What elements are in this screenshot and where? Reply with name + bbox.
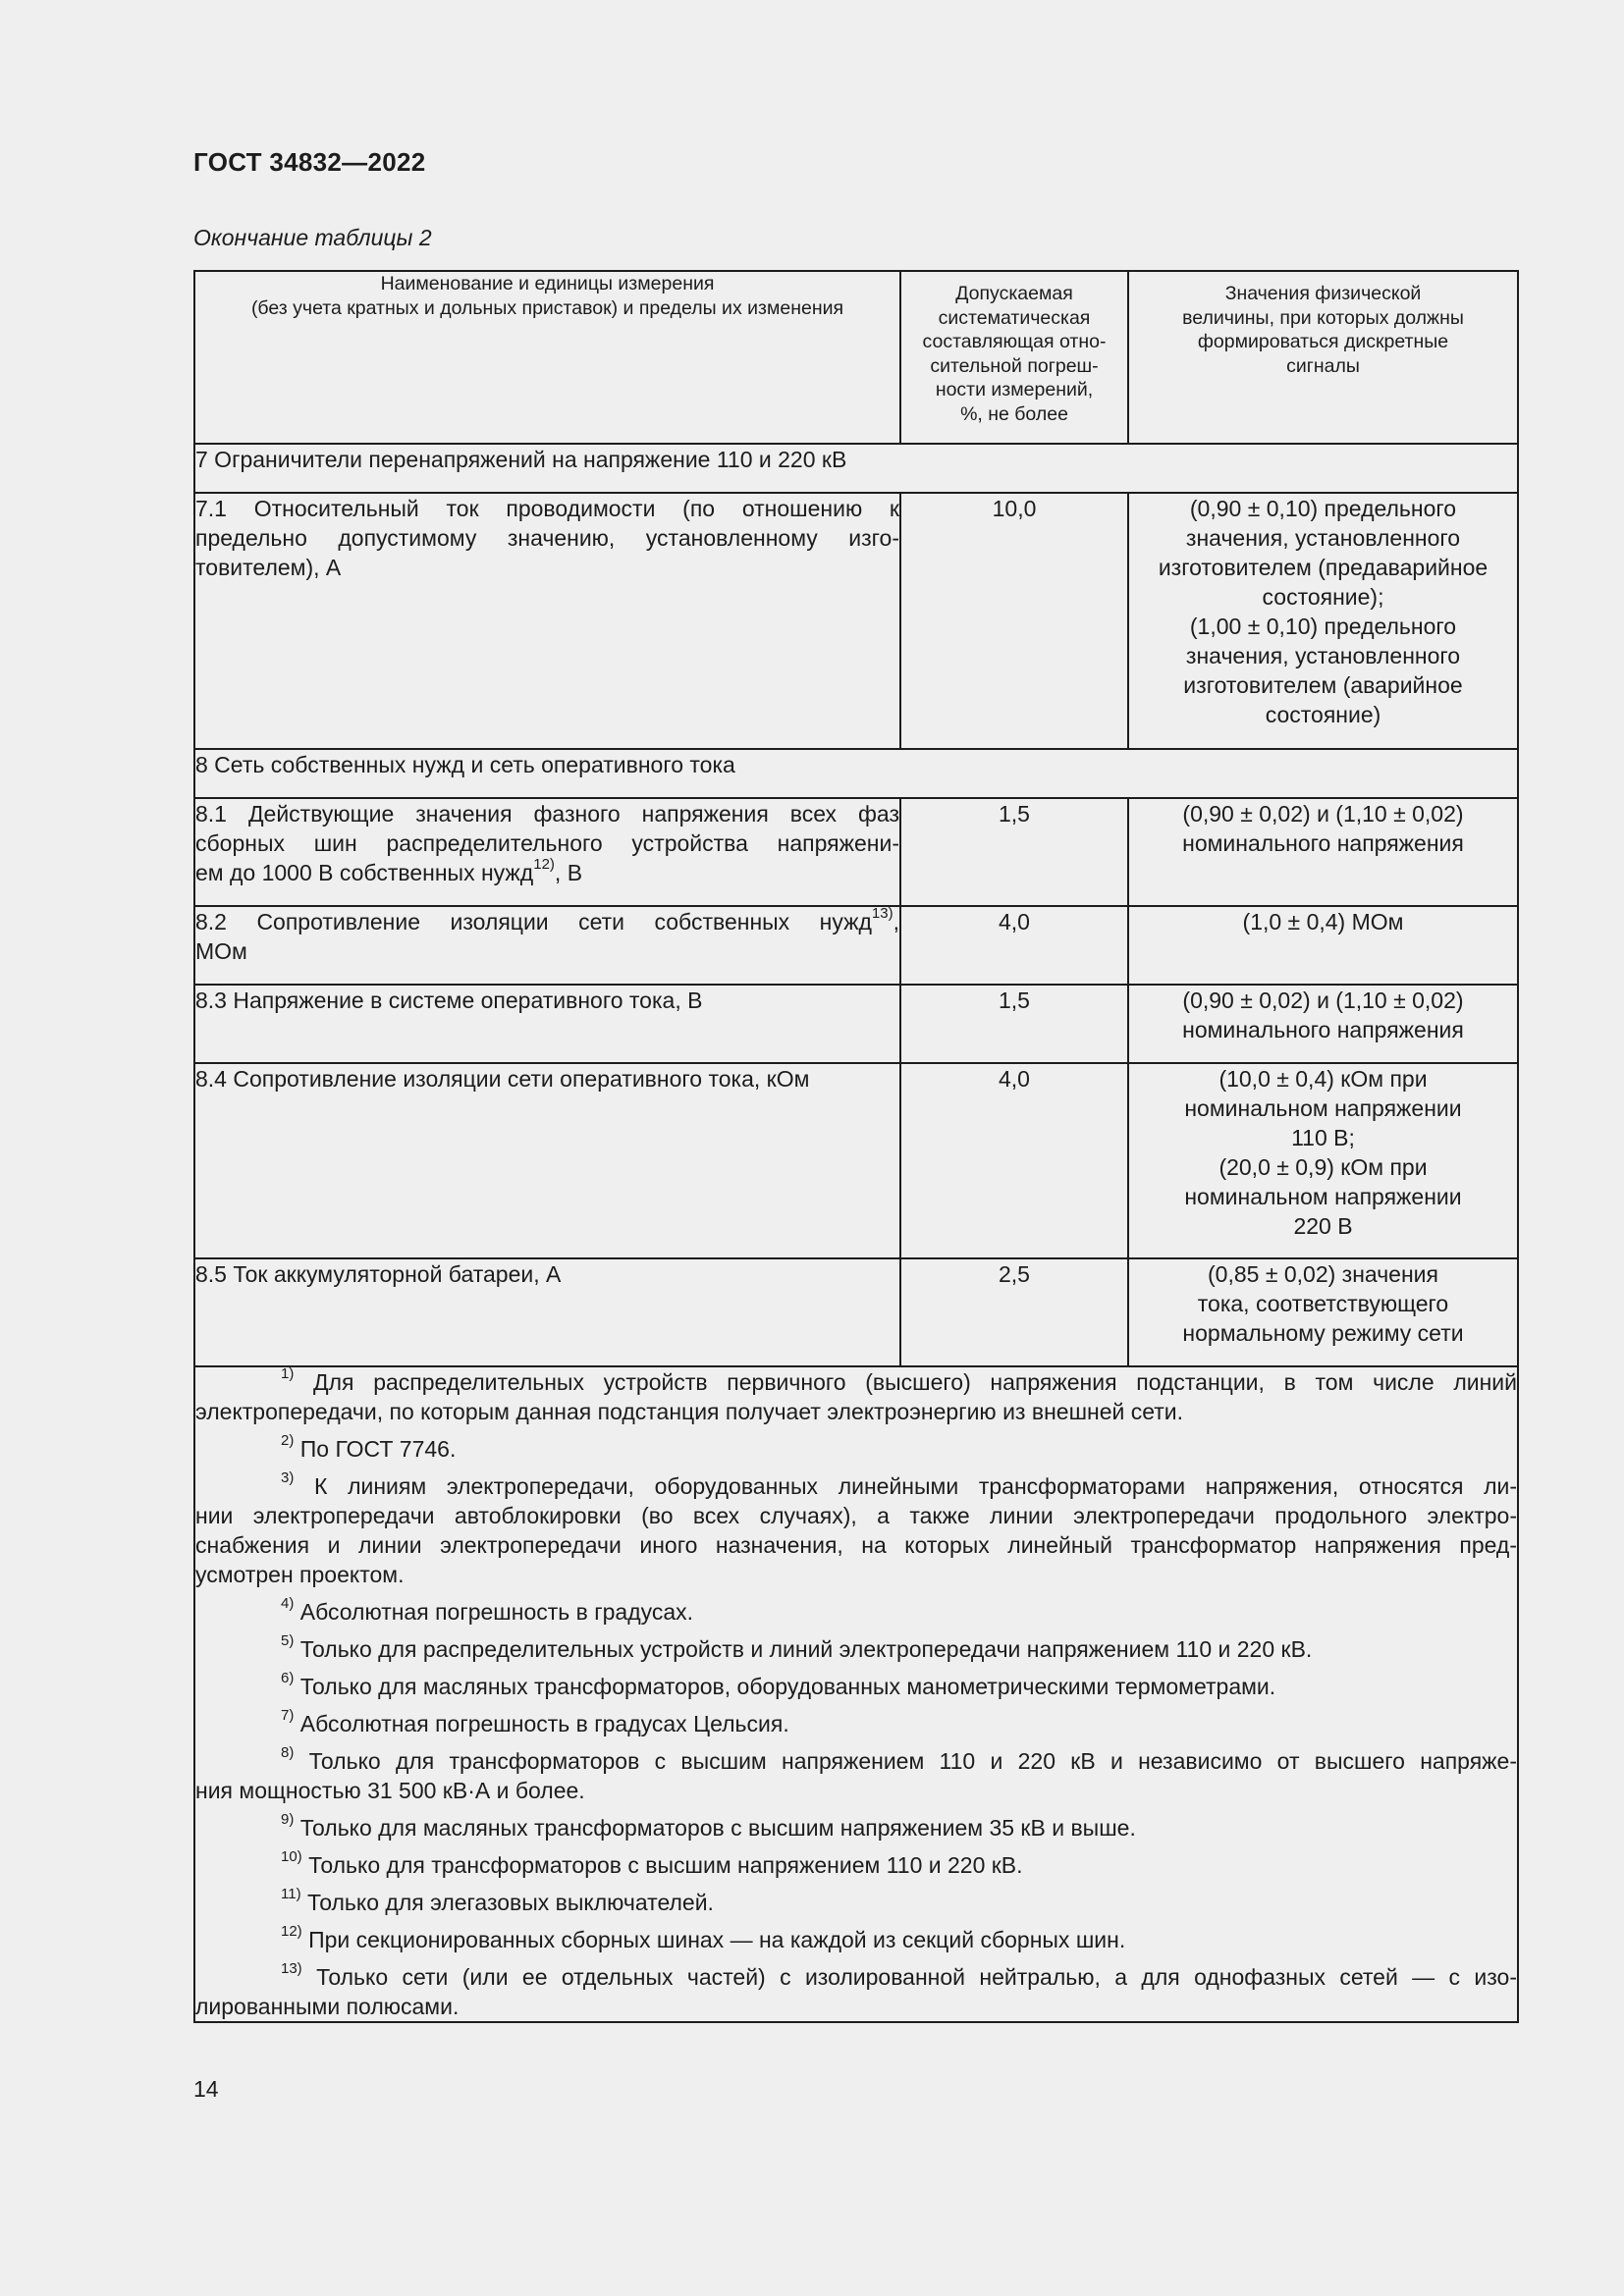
footnote-5: $^{5)}$ Только для распределительных устройств и линий электропередачи напряжением 110 и 220 кВ. — [281, 1632, 1313, 1662]
footnote-11: $^{11)}$ Только для элегазовых выключателей. — [281, 1886, 714, 1915]
footnote-9: $^{9)}$ Только для масляных трансформаторов с высшим напряжением 35 кВ и выше. — [281, 1811, 1136, 1841]
section-8-row — [194, 749, 1518, 798]
footnote-1: $^{1)}$ Для распределительных устройств первичного (высшего) напряжения подстанции, в том числе линий электропередачи, по которым данная подстанция получает электроэнергию из внешней сети. — [195, 1365, 1517, 1424]
row-8-1-name: 8.1 Действующие значения фазного напряжения всех фаз сборных шин распределительного устройства напряжени- ем до 1000 В собственных нужд$^{12)}$, В — [194, 798, 900, 906]
section-8-title: 8 Сеть собственных нужд и сеть оперативного тока — [194, 749, 1518, 798]
section-7-title: 7 Ограничители перенапряжений на напряжение 110 и 220 кВ — [194, 444, 1518, 493]
page-number: 14 — [193, 2076, 219, 2102]
table-row-8-4 — [194, 1063, 1518, 1258]
header-cell-error: Допускаемая систематическая составляющая отно- сительной погреш- ности измерений, %, не более — [900, 271, 1128, 444]
table-row-8-2 — [194, 906, 1518, 985]
row-8-5-name: 8.5 Ток аккумуляторной батареи, А — [194, 1258, 900, 1366]
footnote-13: $^{13)}$ Только сети (или ее отдельных частей) с изолированной нейтралью, а для однофазных сетей — с изо- лированными полюсами. — [195, 1960, 1518, 2019]
table-row-8-3 — [194, 985, 1518, 1063]
footnote-4: $^{4)}$ Абсолютная погрешность в градусах. — [281, 1595, 694, 1625]
row-8-3-signal: (0,90 ± 0,02) и (1,10 ± 0,02) номинального напряжения — [1128, 985, 1518, 1063]
footnote-8: $^{8)}$ Только для трансформаторов с высшим напряжением 110 и 220 кВ и независимо от высшего напряже- ния мощностью 31 500 кВ·А и более. — [195, 1744, 1517, 1803]
row-8-4-signal: (10,0 ± 0,4) кОм при номинальном напряжении 110 В; (20,0 ± 0,9) кОм при номинальном напряжении 220 В — [1128, 1063, 1518, 1258]
row-8-4-name: 8.4 Сопротивление изоляции сети оперативного тока, кОм — [194, 1063, 900, 1258]
footnote-ref-12: 12) — [533, 856, 555, 874]
row-8-2-name: 8.2 Сопротивление изоляции сети собственных нужд$^{13)}$, МОм — [194, 906, 900, 985]
document-title: ГОСТ 34832—2022 — [193, 147, 426, 177]
row-8-1-value: 1,5 — [900, 798, 1128, 906]
footnotes-cell — [194, 1366, 1518, 2022]
row-7-1-value: 10,0 — [900, 493, 1128, 749]
row-8-2-signal: (1,0 ± 0,4) МОм — [1128, 906, 1518, 985]
table-container — [193, 270, 1518, 2023]
footnote-2: $^{2)}$ По ГОСТ 7746. — [281, 1432, 457, 1462]
data-table — [193, 270, 1519, 2023]
footnote-6: $^{6)}$ Только для масляных трансформаторов, оборудованных манометрическими термометрами. — [281, 1670, 1276, 1699]
table-row-8-5 — [194, 1258, 1518, 1366]
footnotes-row — [194, 1366, 1518, 2022]
row-8-3-value: 1,5 — [900, 985, 1128, 1063]
row-7-1-signal: (0,90 ± 0,10) предельного значения, установленного изготовителем (предаварийное состояние); (1,00 ± 0,10) предельного значения, установленного изготовителем (аварийное состояние) — [1128, 493, 1518, 749]
footnote-10: $^{10)}$ Только для трансформаторов с высшим напряжением 110 и 220 кВ. — [281, 1848, 1023, 1878]
table-row-7-1 — [194, 493, 1518, 749]
footnote-12: $^{12)}$ При секционированных сборных шинах — на каждой из секций сборных шин. — [281, 1923, 1126, 1952]
header-cell-name: Наименование и единицы измерения (без учета кратных и дольных приставок) и пределы их изменения — [194, 271, 900, 444]
table-row-8-1 — [194, 798, 1518, 906]
footnote-ref-13: 13) — [871, 905, 893, 923]
footnote-3: $^{3)}$ К линиям электропередачи, оборудованных линейными трансформаторами напряжения, относятся ли- нии электропередачи автоблокировки (во всех случаях), а также линии электропередачи продольного электро- снабжения и линии электропередачи иного назначения, на которых линейный трансформатор напряжения пред- усмотрен проектом. — [195, 1469, 1518, 1587]
section-7-row — [194, 444, 1518, 493]
row-8-1-signal: (0,90 ± 0,02) и (1,10 ± 0,02) номинального напряжения — [1128, 798, 1518, 906]
row-7-1-name: 7.1 Относительный ток проводимости (по отношению к предельно допустимому значению, установленному изго- товителем), А — [194, 493, 900, 749]
table-header-row — [194, 271, 1518, 444]
row-8-2-value: 4,0 — [900, 906, 1128, 985]
row-8-5-value: 2,5 — [900, 1258, 1128, 1366]
row-8-4-value: 4,0 — [900, 1063, 1128, 1258]
table-caption: Окончание таблицы 2 — [193, 225, 432, 250]
footnote-7: $^{7)}$ Абсолютная погрешность в градусах Цельсия. — [281, 1707, 789, 1736]
header-cell-signal: Значения физической величины, при которых должны формироваться дискретные сигналы — [1128, 271, 1518, 444]
row-8-5-signal: (0,85 ± 0,02) значения тока, соответствующего нормальному режиму сети — [1128, 1258, 1518, 1366]
row-8-3-name: 8.3 Напряжение в системе оперативного тока, В — [194, 985, 900, 1063]
